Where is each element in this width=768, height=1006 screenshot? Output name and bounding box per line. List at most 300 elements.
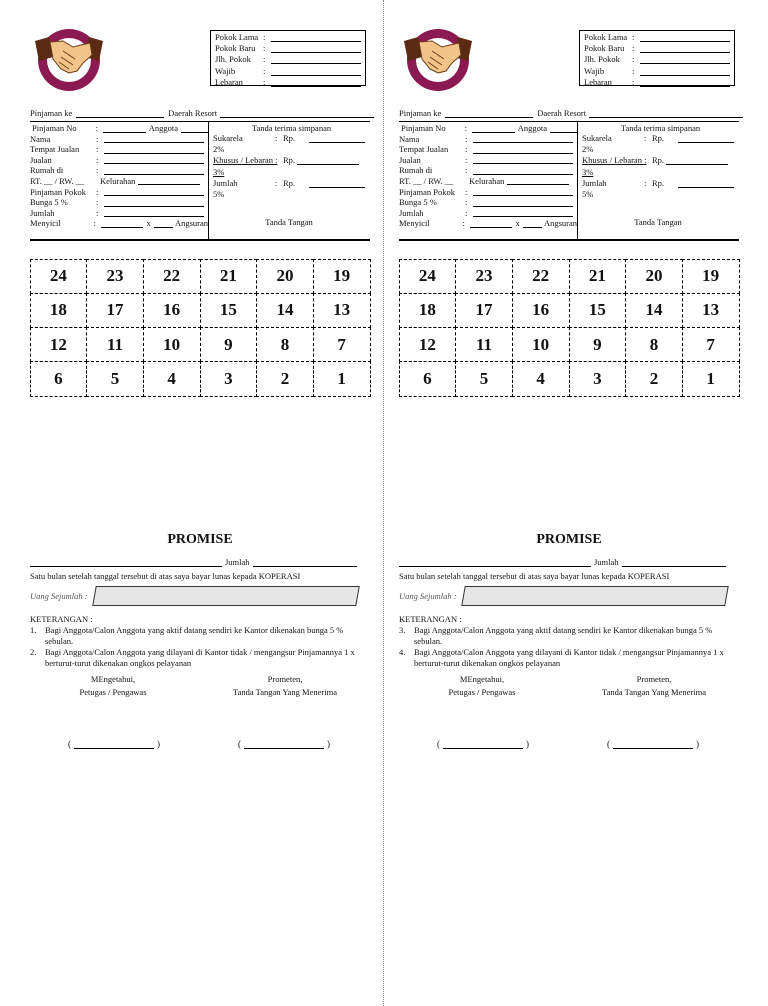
form-field[interactable] bbox=[104, 208, 204, 218]
pinjaman-no-row bbox=[399, 123, 577, 134]
installment-cell[interactable]: 7 bbox=[682, 327, 740, 362]
colon: : bbox=[93, 218, 96, 229]
info-label: Pokok Lama bbox=[584, 32, 628, 42]
uang-sejumlah-row bbox=[399, 586, 727, 606]
sukarela-label: Sukarela bbox=[213, 133, 243, 143]
installment-cell[interactable]: 4 bbox=[143, 361, 201, 396]
rt-rw-label: RT. __ / RW. __ bbox=[30, 175, 85, 186]
info-label: Lebaran bbox=[215, 76, 243, 87]
installment-cell[interactable]: 20 bbox=[625, 259, 683, 294]
info-row bbox=[215, 66, 361, 77]
installment-cell[interactable]: 21 bbox=[200, 259, 258, 294]
info-field[interactable] bbox=[640, 77, 730, 87]
colon: : bbox=[465, 154, 468, 165]
pct3-label: 3% bbox=[213, 166, 225, 177]
loan-info-box bbox=[210, 30, 366, 86]
colon: : bbox=[644, 177, 647, 188]
jumlah-row bbox=[582, 178, 739, 189]
menyicil-field[interactable] bbox=[101, 218, 143, 228]
installment-cell[interactable]: 24 bbox=[399, 259, 457, 294]
info-label: Jlh. Pokok bbox=[215, 54, 251, 65]
colon: : bbox=[96, 197, 99, 208]
sukarela-label: Sukarela bbox=[582, 133, 612, 143]
daerah-resort-field[interactable] bbox=[589, 108, 743, 118]
member-details bbox=[399, 122, 578, 240]
installment-cell[interactable]: 5 bbox=[86, 361, 144, 396]
jumlah-field[interactable] bbox=[309, 178, 365, 188]
colon: : bbox=[465, 133, 468, 144]
installment-cell[interactable]: 13 bbox=[682, 293, 740, 328]
pct5-label: 5% bbox=[582, 188, 594, 199]
info-label: Lebaran bbox=[584, 76, 612, 87]
installment-cell[interactable]: 5 bbox=[455, 361, 513, 396]
keterangan-list bbox=[30, 625, 370, 669]
header-resort-line bbox=[30, 108, 374, 118]
installment-cell[interactable]: 24 bbox=[30, 259, 88, 294]
info-row bbox=[215, 54, 361, 65]
installment-cell[interactable]: 1 bbox=[682, 361, 740, 396]
angsuran-field[interactable] bbox=[154, 218, 173, 228]
promise-title: PROMISE bbox=[167, 532, 233, 547]
installment-cell[interactable]: 11 bbox=[455, 327, 513, 362]
colon: : bbox=[464, 123, 467, 133]
installment-cell[interactable]: 7 bbox=[313, 327, 371, 362]
info-field[interactable] bbox=[271, 77, 361, 87]
kelurahan-field[interactable] bbox=[138, 176, 200, 186]
form-label: Tempat Jualan bbox=[30, 144, 80, 155]
info-label: Jlh. Pokok bbox=[584, 54, 620, 65]
installment-cell[interactable]: 15 bbox=[569, 293, 627, 328]
colon: : bbox=[632, 43, 635, 54]
installment-cell[interactable]: 8 bbox=[625, 327, 683, 362]
form-row bbox=[399, 187, 577, 198]
header-resort-line bbox=[399, 108, 743, 118]
colon: : bbox=[275, 133, 278, 143]
installment-cell[interactable]: 17 bbox=[86, 293, 144, 328]
keterangan-title: KETERANGAN : bbox=[399, 614, 462, 624]
paren-close: ) bbox=[696, 739, 699, 749]
times-label: x bbox=[515, 218, 520, 229]
receipt-title: Tanda terima simpanan bbox=[251, 123, 332, 133]
form-field[interactable] bbox=[104, 134, 204, 144]
form-field[interactable] bbox=[473, 155, 573, 165]
rp-label: Rp. bbox=[652, 155, 665, 166]
installment-cell[interactable]: 4 bbox=[512, 361, 570, 396]
menyicil-label: Menyicil bbox=[399, 218, 430, 229]
pct3-label: 3% bbox=[582, 166, 594, 177]
form-row bbox=[30, 144, 208, 155]
form-field[interactable] bbox=[104, 144, 204, 154]
info-row bbox=[584, 32, 730, 43]
mengetahui-label: MEngetahui, bbox=[459, 674, 505, 684]
installment-cell[interactable]: 17 bbox=[455, 293, 513, 328]
info-field[interactable] bbox=[640, 66, 730, 76]
installment-cell[interactable]: 9 bbox=[569, 327, 627, 362]
signature-penerima bbox=[607, 739, 699, 749]
info-row bbox=[584, 43, 730, 54]
form-field[interactable] bbox=[104, 155, 204, 165]
keterangan-item bbox=[399, 625, 739, 647]
loan-form bbox=[399, 121, 739, 241]
form-field[interactable] bbox=[473, 208, 573, 218]
colon: : bbox=[96, 186, 99, 197]
note-text: Bagi Anggota/Calon Anggota yang aktif datang sendiri ke Kantor dikenakan bunga 5 % sebulan. bbox=[45, 625, 344, 646]
jumlah-field[interactable] bbox=[678, 178, 734, 188]
pct2-label: 2% bbox=[213, 144, 225, 155]
form-row bbox=[399, 197, 577, 208]
pct2-label: 2% bbox=[582, 144, 594, 155]
rt-rw-row bbox=[399, 176, 577, 187]
installment-cell[interactable]: 18 bbox=[399, 293, 457, 328]
khusus-row bbox=[582, 155, 739, 166]
colon: : bbox=[465, 197, 468, 208]
pinjaman-ke-label: Pinjaman ke bbox=[399, 108, 442, 118]
colon: : bbox=[263, 54, 266, 65]
info-label: Wajib bbox=[215, 65, 236, 76]
installment-cell[interactable]: 18 bbox=[30, 293, 88, 328]
form-row bbox=[30, 155, 208, 166]
form-field[interactable] bbox=[104, 197, 204, 207]
anggota-field[interactable] bbox=[550, 123, 577, 133]
pinjaman-no-label: Pinjaman No bbox=[32, 123, 77, 133]
rp-label: Rp. bbox=[283, 177, 296, 188]
mengetahui-label: MEngetahui, bbox=[90, 674, 136, 684]
kelurahan-label: Kelurahan bbox=[469, 175, 505, 186]
form-row bbox=[399, 165, 577, 176]
colon: : bbox=[263, 32, 266, 42]
colon: : bbox=[465, 165, 468, 176]
daerah-resort-label: Daerah Resort bbox=[168, 108, 218, 118]
colon: : bbox=[96, 154, 99, 165]
anggota-field[interactable] bbox=[181, 123, 208, 133]
pct5-label: 5% bbox=[213, 188, 225, 199]
uang-sejumlah-label: Uang Sejumlah : bbox=[30, 591, 88, 601]
colon: : bbox=[465, 207, 468, 218]
form-label: Pinjaman Pokok bbox=[399, 186, 455, 197]
mengetahui-block bbox=[407, 674, 557, 697]
uang-sejumlah-label: Uang Sejumlah : bbox=[399, 591, 457, 601]
installment-cell[interactable]: 11 bbox=[86, 327, 144, 362]
installment-cell[interactable]: 12 bbox=[30, 327, 88, 362]
note-number: 3. bbox=[399, 625, 406, 635]
paren-open: ( bbox=[238, 739, 241, 749]
mengetahui-block bbox=[38, 674, 188, 697]
installment-cell[interactable]: 2 bbox=[256, 361, 314, 396]
signature-penerima-field[interactable] bbox=[613, 739, 693, 749]
installment-cell[interactable]: 23 bbox=[86, 259, 144, 294]
info-label: Pokok Baru bbox=[584, 43, 625, 54]
jumlah-label: Jumlah bbox=[225, 557, 250, 567]
pinjaman-ke-field[interactable] bbox=[445, 108, 533, 118]
signature-petugas-field[interactable] bbox=[443, 739, 523, 749]
paren-open: ( bbox=[607, 739, 610, 749]
info-row bbox=[584, 54, 730, 65]
installment-cell[interactable]: 14 bbox=[256, 293, 314, 328]
sukarela-row bbox=[213, 133, 370, 144]
khusus-row bbox=[213, 155, 370, 166]
installment-cell[interactable]: 16 bbox=[512, 293, 570, 328]
installment-grid bbox=[30, 259, 370, 396]
installment-cell[interactable]: 6 bbox=[30, 361, 88, 396]
installment-cell[interactable]: 20 bbox=[256, 259, 314, 294]
pinjaman-ke-field[interactable] bbox=[76, 108, 164, 118]
installment-cell[interactable]: 1 bbox=[313, 361, 371, 396]
receipt-title: Tanda terima simpanan bbox=[620, 123, 701, 133]
note-number: 2. bbox=[30, 647, 37, 657]
savings-receipt bbox=[208, 122, 370, 239]
prometen-block bbox=[210, 674, 360, 697]
jumlah-row bbox=[213, 178, 370, 189]
info-field[interactable] bbox=[271, 32, 361, 42]
form-field[interactable] bbox=[104, 187, 204, 197]
coupon-left bbox=[0, 0, 370, 1006]
khusus-field[interactable] bbox=[297, 155, 359, 165]
note-text: Bagi Anggota/Calon Anggota yang aktif datang sendiri ke Kantor dikenakan bunga 5 % sebulan. bbox=[414, 625, 713, 646]
form-row bbox=[399, 144, 577, 155]
promise-statement: Satu bulan setelah tanggal tersebut di atas saya bayar lunas kepada KOPERASI bbox=[30, 571, 301, 581]
colon: : bbox=[644, 133, 647, 143]
petugas-label: Petugas / Pengawas bbox=[448, 687, 516, 697]
petugas-label: Petugas / Pengawas bbox=[79, 687, 147, 697]
colon: : bbox=[263, 65, 266, 76]
keterangan-item bbox=[30, 625, 370, 647]
installment-cell[interactable]: 19 bbox=[313, 259, 371, 294]
colon: : bbox=[96, 165, 99, 176]
form-row bbox=[30, 165, 208, 176]
date-field[interactable] bbox=[30, 557, 222, 567]
tanda-tangan-label: Tanda Tangan bbox=[634, 217, 682, 227]
installment-grid bbox=[399, 259, 739, 396]
note-text: Bagi Anggota/Calon Anggota yang dilayani di Kantor tidak / mengangsur Pinjamannya 1 x berturut-turut dikenakan ongkos pelayanan bbox=[45, 647, 355, 668]
form-field[interactable] bbox=[473, 165, 573, 175]
loan-form bbox=[30, 121, 370, 241]
installment-cell[interactable]: 2 bbox=[625, 361, 683, 396]
uang-sejumlah-field[interactable] bbox=[461, 586, 729, 606]
colon: : bbox=[465, 144, 468, 155]
form-field[interactable] bbox=[473, 187, 573, 197]
sukarela-field[interactable] bbox=[309, 133, 365, 143]
signature-petugas bbox=[437, 739, 529, 749]
sukarela-row bbox=[582, 133, 739, 144]
info-field[interactable] bbox=[640, 54, 730, 64]
info-row bbox=[215, 32, 361, 43]
khusus-label: Khusus / Lebaran : bbox=[213, 155, 278, 166]
keterangan-item bbox=[399, 647, 739, 669]
rp-label: Rp. bbox=[652, 177, 665, 188]
jumlah-label: Jumlah bbox=[594, 557, 619, 567]
kelurahan-field[interactable] bbox=[507, 176, 569, 186]
info-row bbox=[215, 43, 361, 54]
installment-cell[interactable]: 6 bbox=[399, 361, 457, 396]
menyicil-row bbox=[399, 218, 577, 229]
signature-penerima-field[interactable] bbox=[244, 739, 324, 749]
rt-rw-row bbox=[30, 176, 208, 187]
tanda-tangan-label: Tanda Tangan bbox=[265, 217, 313, 227]
form-field[interactable] bbox=[104, 165, 204, 175]
colon: : bbox=[263, 43, 266, 54]
kelurahan-label: Kelurahan bbox=[100, 175, 136, 186]
promise-statement: Satu bulan setelah tanggal tersebut di atas saya bayar lunas kepada KOPERASI bbox=[399, 571, 670, 581]
info-field[interactable] bbox=[640, 43, 730, 53]
pct2-row bbox=[213, 144, 370, 155]
colon: : bbox=[96, 133, 99, 144]
installment-cell[interactable]: 10 bbox=[143, 327, 201, 362]
signature-penerima bbox=[238, 739, 330, 749]
signature-petugas bbox=[68, 739, 160, 749]
penerima-label: Tanda Tangan Yang Menerima bbox=[233, 687, 337, 697]
form-row bbox=[30, 197, 208, 208]
angsuran-label: Angsuran bbox=[543, 218, 577, 229]
form-row bbox=[30, 208, 208, 219]
paren-close: ) bbox=[327, 739, 330, 749]
daerah-resort-field[interactable] bbox=[220, 108, 374, 118]
pct2-row bbox=[582, 144, 739, 155]
colon: : bbox=[462, 218, 465, 229]
promise-title: PROMISE bbox=[536, 532, 602, 547]
form-row bbox=[399, 155, 577, 166]
coupon-right bbox=[369, 0, 739, 1006]
keterangan-list bbox=[399, 625, 739, 669]
menyicil-field[interactable] bbox=[470, 218, 512, 228]
installment-cell[interactable]: 3 bbox=[569, 361, 627, 396]
form-label: Jualan bbox=[399, 154, 421, 165]
installment-cell[interactable]: 8 bbox=[256, 327, 314, 362]
info-label: Pokok Baru bbox=[215, 43, 256, 54]
keterangan-title: KETERANGAN : bbox=[30, 614, 93, 624]
form-field[interactable] bbox=[473, 134, 573, 144]
daerah-resort-label: Daerah Resort bbox=[537, 108, 587, 118]
colon: : bbox=[632, 54, 635, 65]
installment-cell[interactable]: 9 bbox=[200, 327, 258, 362]
form-label: Nama bbox=[30, 133, 51, 144]
installment-cell[interactable]: 22 bbox=[143, 259, 201, 294]
paren-open: ( bbox=[68, 739, 71, 749]
info-field[interactable] bbox=[271, 66, 361, 76]
pct3-row bbox=[582, 167, 739, 178]
form-field[interactable] bbox=[473, 197, 573, 207]
uang-sejumlah-field[interactable] bbox=[92, 586, 360, 606]
angsuran-label: Angsuran bbox=[174, 218, 208, 229]
installment-cell[interactable]: 19 bbox=[682, 259, 740, 294]
paren-open: ( bbox=[437, 739, 440, 749]
form-label: Rumah di bbox=[30, 165, 64, 176]
loan-info-box bbox=[579, 30, 735, 86]
installment-cell[interactable]: 15 bbox=[200, 293, 258, 328]
form-row bbox=[30, 134, 208, 145]
menyicil-row bbox=[30, 218, 208, 229]
colon: : bbox=[96, 144, 99, 155]
note-number: 4. bbox=[399, 647, 406, 657]
installment-cell[interactable]: 12 bbox=[399, 327, 457, 362]
info-field[interactable] bbox=[271, 54, 361, 64]
jumlah-label: Jumlah bbox=[582, 177, 607, 188]
colon: : bbox=[275, 177, 278, 188]
uang-sejumlah-row bbox=[30, 586, 358, 606]
installment-cell[interactable]: 3 bbox=[200, 361, 258, 396]
pinjaman-no-row bbox=[30, 123, 208, 134]
prometen-block bbox=[579, 674, 729, 697]
sukarela-field[interactable] bbox=[678, 133, 734, 143]
form-label: Jumlah bbox=[399, 207, 424, 218]
khusus-field[interactable] bbox=[666, 155, 728, 165]
form-row bbox=[30, 187, 208, 198]
times-label: x bbox=[146, 218, 151, 229]
pct3-row bbox=[213, 167, 370, 178]
installment-cell[interactable]: 10 bbox=[512, 327, 570, 362]
info-row bbox=[584, 77, 730, 88]
pct5-row bbox=[213, 189, 370, 200]
penerima-label: Tanda Tangan Yang Menerima bbox=[602, 687, 706, 697]
keterangan-item bbox=[30, 647, 370, 669]
paren-close: ) bbox=[526, 739, 529, 749]
prometen-label: Prometen, bbox=[267, 674, 303, 684]
pinjaman-no-field[interactable] bbox=[472, 123, 514, 133]
rp-label: Rp. bbox=[283, 155, 296, 166]
form-label: Jualan bbox=[30, 154, 52, 165]
info-field[interactable] bbox=[640, 32, 730, 42]
rp-label: Rp. bbox=[283, 133, 296, 143]
form-label: Bunga 5 % bbox=[30, 197, 68, 208]
colon: : bbox=[95, 123, 98, 133]
colon: : bbox=[632, 76, 635, 87]
colon: : bbox=[96, 207, 99, 218]
pct5-row bbox=[582, 189, 739, 200]
pinjaman-no-field[interactable] bbox=[103, 123, 145, 133]
info-field[interactable] bbox=[271, 43, 361, 53]
promise-jumlah-line bbox=[399, 557, 726, 567]
savings-receipt bbox=[577, 122, 739, 239]
form-row bbox=[399, 208, 577, 219]
promise-jumlah-line bbox=[30, 557, 357, 567]
member-details bbox=[30, 122, 209, 240]
installment-cell[interactable]: 14 bbox=[625, 293, 683, 328]
form-field[interactable] bbox=[473, 144, 573, 154]
installment-cell[interactable]: 22 bbox=[512, 259, 570, 294]
prometen-label: Prometen, bbox=[636, 674, 672, 684]
installment-cell[interactable]: 13 bbox=[313, 293, 371, 328]
handshake-logo-icon bbox=[402, 27, 474, 93]
note-text: Bagi Anggota/Calon Anggota yang dilayani di Kantor tidak / mengangsur Pinjamannya 1 x berturut-turut dikenakan ongkos pelayanan bbox=[414, 647, 724, 668]
date-field[interactable] bbox=[399, 557, 591, 567]
form-label: Bunga 5 % bbox=[399, 197, 437, 208]
pinjaman-no-label: Pinjaman No bbox=[401, 123, 446, 133]
installment-cell[interactable]: 23 bbox=[455, 259, 513, 294]
info-label: Pokok Lama bbox=[215, 32, 259, 42]
jumlah-amount-field[interactable] bbox=[622, 557, 726, 567]
handshake-logo-icon bbox=[33, 27, 105, 93]
colon: : bbox=[632, 65, 635, 76]
colon: : bbox=[465, 186, 468, 197]
info-row bbox=[215, 77, 361, 88]
colon: : bbox=[263, 76, 266, 87]
anggota-label: Anggota bbox=[517, 123, 547, 133]
menyicil-label: Menyicil bbox=[30, 218, 61, 229]
form-label: Pinjaman Pokok bbox=[30, 186, 86, 197]
form-label: Rumah di bbox=[399, 165, 433, 176]
installment-cell[interactable]: 21 bbox=[569, 259, 627, 294]
paren-close: ) bbox=[157, 739, 160, 749]
installment-cell[interactable]: 16 bbox=[143, 293, 201, 328]
colon: : bbox=[632, 32, 635, 42]
form-label: Tempat Jualan bbox=[399, 144, 449, 155]
signature-petugas-field[interactable] bbox=[74, 739, 154, 749]
khusus-label: Khusus / Lebaran : bbox=[582, 155, 647, 166]
note-number: 1. bbox=[30, 625, 37, 635]
jumlah-amount-field[interactable] bbox=[253, 557, 357, 567]
angsuran-field[interactable] bbox=[523, 218, 542, 228]
jumlah-label: Jumlah bbox=[213, 177, 238, 188]
info-row bbox=[584, 66, 730, 77]
